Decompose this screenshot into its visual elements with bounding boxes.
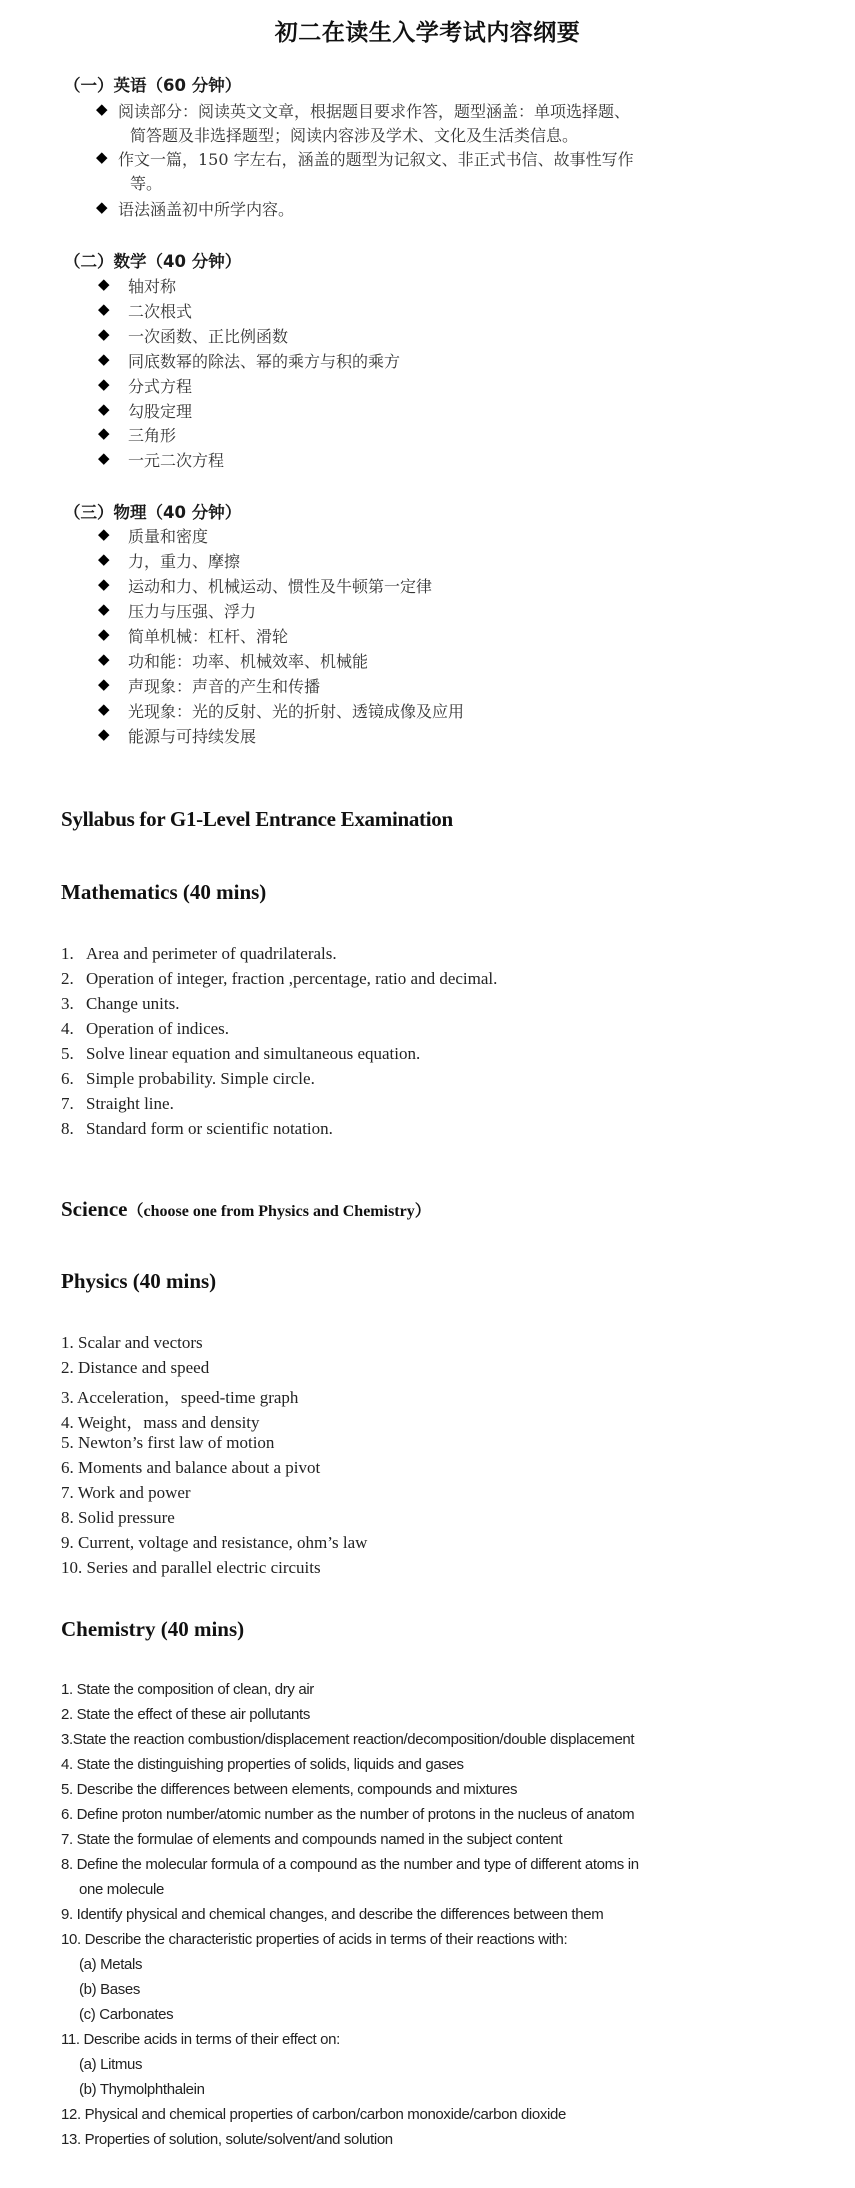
- math-topic: 二次根式: [128, 302, 193, 321]
- physics-item: 4. Weight，mass and density: [61, 1413, 260, 1432]
- physics-topic: 能源与可持续发展: [128, 727, 257, 746]
- bullet-diamond-icon: ◆: [98, 600, 110, 618]
- chemistry-item: 3.State the reaction combustion/displacement reaction/decomposition/double displacement: [61, 1731, 635, 1748]
- physics-item: 9. Current, voltage and resistance, ohm’s law: [61, 1533, 368, 1552]
- physics-topic: 质量和密度: [128, 527, 209, 546]
- mathematics-item: 4. Operation of indices.: [61, 1019, 230, 1038]
- section-heading-math: （二）数学（40 分钟）: [64, 252, 242, 271]
- bullet-diamond-icon: ◆: [96, 100, 108, 118]
- bullet-diamond-icon: ◆: [98, 525, 110, 543]
- document-title: 初二在读生入学考试内容纲要: [274, 20, 581, 46]
- english-item-writing-line2: 等。: [130, 174, 163, 193]
- physics-item: 2. Distance and speed: [61, 1358, 210, 1377]
- physics-topic: 声现象：声音的产生和传播: [128, 677, 321, 696]
- bullet-diamond-icon: ◆: [98, 275, 110, 293]
- bullet-diamond-icon: ◆: [98, 700, 110, 718]
- chemistry-item: 5. Describe the differences between elements, compounds and mixtures: [61, 1781, 518, 1798]
- math-topic: 一次函数、正比例函数: [128, 327, 289, 346]
- physics-item: 6. Moments and balance about a pivot: [61, 1458, 321, 1477]
- english-item-reading-line2: 简答题及非选择题型；阅读内容涉及学术、文化及生活类信息。: [130, 126, 579, 145]
- bullet-diamond-icon: ◆: [98, 424, 110, 442]
- mathematics-item: 6. Simple probability. Simple circle.: [61, 1069, 315, 1088]
- bullet-diamond-icon: ◆: [96, 198, 108, 216]
- section-heading-english: （一）英语（60 分钟）: [64, 76, 242, 95]
- bullet-diamond-icon: ◆: [98, 650, 110, 668]
- bullet-diamond-icon: ◆: [96, 148, 108, 166]
- mathematics-item: 8. Standard form or scientific notation.: [61, 1119, 333, 1138]
- mathematics-item: 5. Solve linear equation and simultaneous equation.: [61, 1044, 421, 1063]
- physics-item: 7. Work and power: [61, 1483, 191, 1502]
- mathematics-heading: Mathematics (40 mins): [61, 880, 267, 904]
- physics-topic: 运动和力、机械运动、惯性及牛顿第一定律: [128, 577, 433, 596]
- english-item-grammar: 语法涵盖初中所学内容。: [118, 200, 295, 219]
- science-heading: Science（choose one from Physics and Chemistry）: [61, 1197, 431, 1221]
- bullet-diamond-icon: ◆: [98, 350, 110, 368]
- chemistry-item: 2. State the effect of these air pollutants: [61, 1706, 311, 1723]
- mathematics-item: 7. Straight line.: [61, 1094, 174, 1113]
- syllabus-title: Syllabus for G1-Level Entrance Examination: [61, 807, 453, 831]
- chemistry-subitem: (a) Litmus: [79, 2056, 143, 2073]
- physics-topic: 功和能：功率、机械效率、机械能: [128, 652, 369, 671]
- section-heading-physics: （三）物理（40 分钟）: [64, 503, 242, 522]
- physics-item: 5. Newton’s first law of motion: [61, 1433, 275, 1452]
- chemistry-item: 13. Properties of solution, solute/solvent/and solution: [61, 2131, 393, 2148]
- chemistry-subitem: (a) Metals: [79, 1956, 143, 1973]
- physics-topic: 压力与压强、浮力: [128, 602, 257, 621]
- physics-topic: 简单机械：杠杆、滑轮: [128, 627, 289, 646]
- physics-heading: Physics (40 mins): [61, 1269, 217, 1293]
- physics-topic: 力，重力、摩擦: [128, 552, 241, 571]
- chemistry-subitem: (c) Carbonates: [79, 2006, 174, 2023]
- bullet-diamond-icon: ◆: [98, 449, 110, 467]
- chemistry-heading: Chemistry (40 mins): [61, 1617, 245, 1641]
- chemistry-item-continuation: one molecule: [79, 1881, 165, 1898]
- math-topic: 轴对称: [128, 277, 177, 296]
- physics-topic: 光现象：光的反射、光的折射、透镜成像及应用: [128, 702, 465, 721]
- chemistry-subitem: (b) Bases: [79, 1981, 141, 1998]
- bullet-diamond-icon: ◆: [98, 300, 110, 318]
- math-topic: 同底数幂的除法、幂的乘方与积的乘方: [128, 352, 401, 371]
- chemistry-item: 6. Define proton number/atomic number as the number of protons in the nucleus of anatom: [61, 1806, 635, 1823]
- mathematics-item: 1. Area and perimeter of quadrilaterals.: [61, 944, 337, 963]
- bullet-diamond-icon: ◆: [98, 400, 110, 418]
- math-topic: 分式方程: [128, 377, 193, 396]
- physics-item: 10. Series and parallel electric circuits: [61, 1558, 321, 1577]
- physics-item: 3. Acceleration，speed-time graph: [61, 1388, 299, 1407]
- bullet-diamond-icon: ◆: [98, 575, 110, 593]
- chemistry-item: 4. State the distinguishing properties of solids, liquids and gases: [61, 1756, 464, 1773]
- bullet-diamond-icon: ◆: [98, 550, 110, 568]
- bullet-diamond-icon: ◆: [98, 625, 110, 643]
- bullet-diamond-icon: ◆: [98, 725, 110, 743]
- english-item-writing-line1: 作文一篇，150 字左右，涵盖的题型为记叙文、非正式书信、故事性写作: [118, 150, 634, 169]
- bullet-diamond-icon: ◆: [98, 375, 110, 393]
- math-topic: 勾股定理: [128, 402, 193, 421]
- english-item-reading-line1: 阅读部分：阅读英文文章，根据题目要求作答，题型涵盖：单项选择题、: [118, 102, 631, 121]
- math-topic: 三角形: [128, 426, 177, 445]
- physics-item: 1. Scalar and vectors: [61, 1333, 203, 1352]
- mathematics-item: 3. Change units.: [61, 994, 180, 1013]
- physics-item: 8. Solid pressure: [61, 1508, 175, 1527]
- chemistry-item: 7. State the formulae of elements and compounds named in the subject content: [61, 1831, 563, 1848]
- bullet-diamond-icon: ◆: [98, 325, 110, 343]
- bullet-diamond-icon: ◆: [98, 675, 110, 693]
- science-note: （choose one from Physics and Chemistry）: [127, 1203, 431, 1220]
- math-topic: 一元二次方程: [128, 451, 225, 470]
- chemistry-item: 12. Physical and chemical properties of carbon/carbon monoxide/carbon dioxide: [61, 2106, 567, 2123]
- chemistry-item: 10. Describe the characteristic properties of acids in terms of their reactions with:: [61, 1931, 568, 1948]
- chemistry-subitem: (b) Thymolphthalein: [79, 2081, 205, 2098]
- chemistry-item: 9. Identify physical and chemical changes, and describe the differences between them: [61, 1906, 604, 1923]
- chemistry-item: 8. Define the molecular formula of a compound as the number and type of different atoms in: [61, 1856, 639, 1873]
- mathematics-item: 2. Operation of integer, fraction ,percentage, ratio and decimal.: [61, 969, 498, 988]
- chemistry-item: 11. Describe acids in terms of their effect on:: [61, 2031, 340, 2048]
- chemistry-item: 1. State the composition of clean, dry air: [61, 1681, 314, 1698]
